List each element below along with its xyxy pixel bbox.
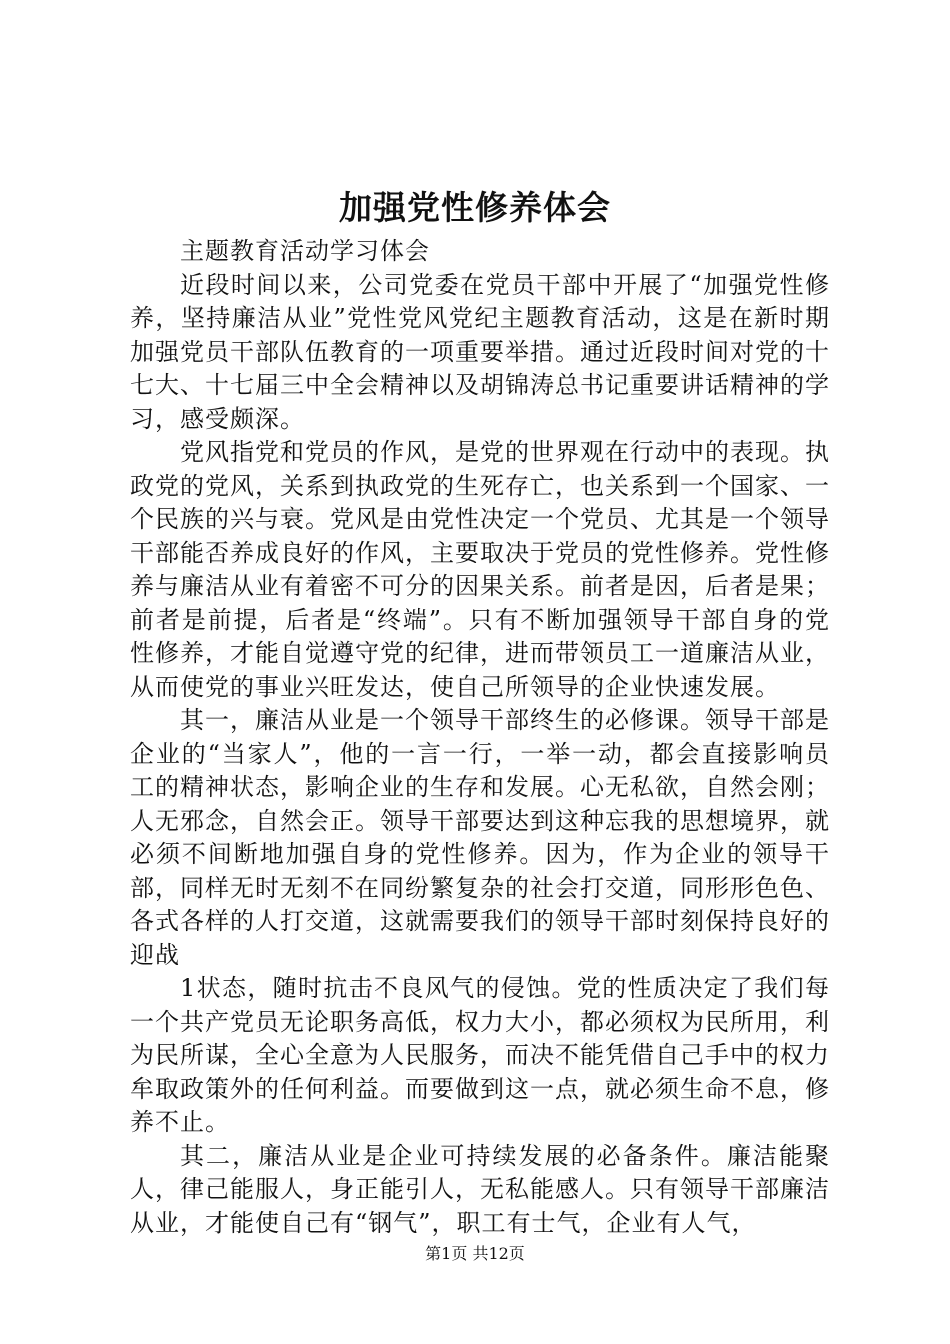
document-body: [130, 235, 830, 1240]
paragraph: 其二，廉洁从业是企业可持续发展的必备条件。廉洁能聚人，律己能服人，身正能引人，无私能感人。只有领导干部廉洁从业，才能使自己有“钢气”，职工有士气，企业有人气，: [130, 1141, 830, 1237]
paragraph: 1状态，随时抗击不良风气的侵蚀。党的性质决定了我们每一个共产党员无论职务高低，权力大小，都必须权为民所用，利为民所谋，全心全意为人民服务，而决不能凭借自己手中的权力牟取政策外的任何利益。而要做到这一点，就必须生命不息，修养不止。: [130, 974, 830, 1136]
paragraph: 党风指党和党员的作风，是党的世界观在行动中的表现。执政党的党风，关系到执政党的生死存亡，也关系到一个国家、一个民族的兴与衰。党风是由党性决定一个党员、尤其是一个领导干部能否养成良好的作风，主要取决于党员的党性修养。党性修养与廉洁从业有着密不可分的因果关系。前者是因，后者是果；前者是前提，后者是“终端”。只有不断加强领导干部自身的党性修养，才能自觉遵守党的纪律，进而带领员工一道廉洁从业，从而使党的事业兴旺发达，使自己所领导的企业快速发展。: [130, 438, 830, 701]
paragraph-subtitle: 主题教育活动学习体会: [180, 237, 430, 265]
document-title: 加强党性修养体会: [339, 188, 611, 227]
paragraph: 近段时间以来，公司党委在党员干部中开展了“加强党性修养，坚持廉洁从业”党性党风党纪主题教育活动，这是在新时期加强党员干部队伍教育的一项重要举措。通过近段时间对党的十七大、十七届三中全会精神以及胡锦涛总书记重要讲话精神的学习，感受颇深。: [130, 270, 830, 433]
paragraph: 其一，廉洁从业是一个领导干部终生的必修课。领导干部是企业的“当家人”，他的一言一行，一举一动，都会直接影响员工的精神状态，影响企业的生存和发展。心无私欲，自然会刚；人无邪念，自然会正。领导干部要达到这种忘我的思想境界，就必须不间断地加强自身的党性修养。因为，作为企业的领导干部，同样无时无刻不在同纷繁复杂的社会打交道，同形形色色、各式各样的人打交道，这就需要我们的领导干部时刻保持良好的迎战: [130, 706, 830, 969]
page-number-footer: 第1页 共12页: [425, 1244, 525, 1263]
